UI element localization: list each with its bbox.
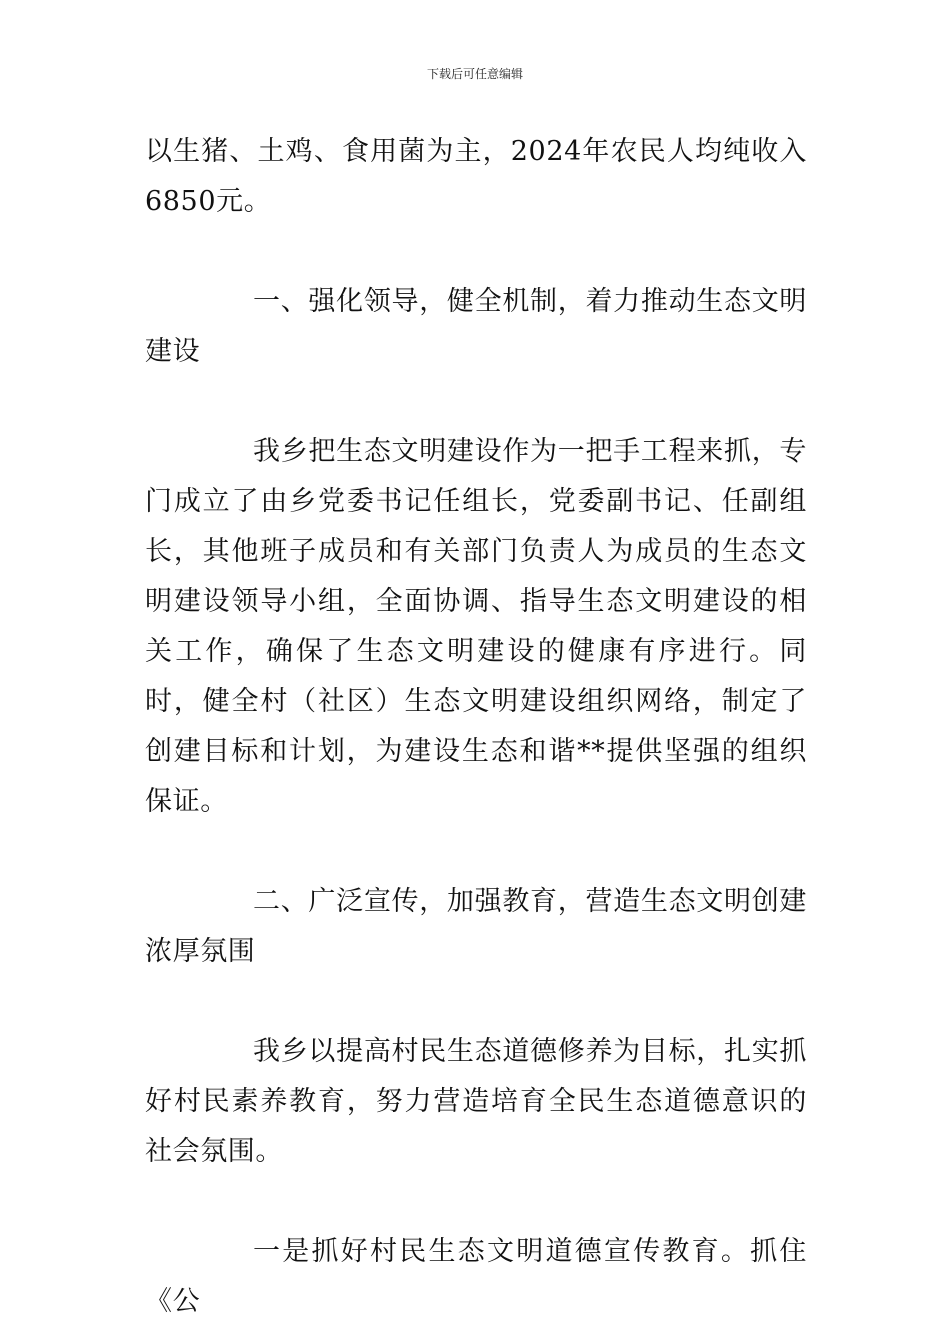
section-heading-2: 二、广泛宣传，加强教育，营造生态文明创建浓厚氛围	[145, 886, 807, 967]
paragraph-leadership: 我乡把生态文明建设作为一把手工程来抓，专门成立了由乡党委书记任组长，党委副书记、任副组长，其他班子成员和有关部门负责人为成员的生态文明建设领导小组，全面协调、指导生态文明建设的相关工作，确保了生态文明建设的健康有序进行。同时，健全村（社区）生态文明建设组织网络，制定了创建目标和计划，为建设生态和谐**提供坚强的组织保证。	[145, 436, 807, 817]
paragraph-moral-publicity: 一是抓好村民生态文明道德宣传教育。抓住《公	[145, 1236, 807, 1317]
paragraph-education: 我乡以提高村民生态道德修养为目标，扎实抓好村民素养教育，努力营造培育全民生态道德意识的社会氛围。	[145, 1036, 807, 1167]
paragraph-income-summary: 以生猪、土鸡、食用菌为主，2024年农民人均纯收入6850元。	[145, 136, 807, 217]
page-header: 下载后可任意编辑	[426, 67, 523, 81]
document-body	[145, 127, 807, 1327]
section-heading-1: 一、强化领导，健全机制，着力推动生态文明建设	[145, 286, 807, 367]
